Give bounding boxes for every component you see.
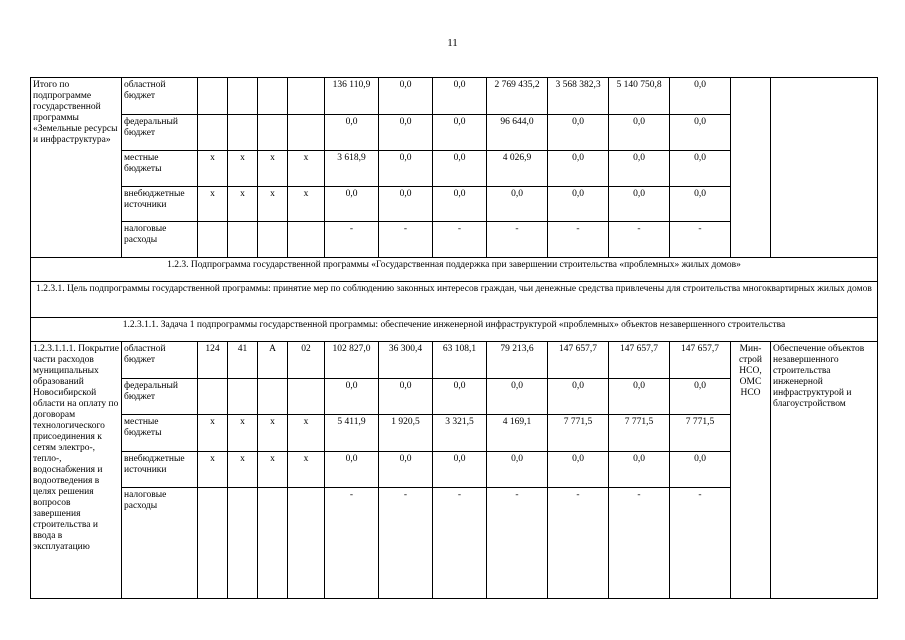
code-cell <box>288 115 325 151</box>
code-cell: 124 <box>198 342 228 379</box>
value-cell: 0,0 <box>433 151 487 187</box>
value-cell: 0,0 <box>325 115 379 151</box>
value-cell: 0,0 <box>379 151 433 187</box>
code-cell: х <box>288 151 325 187</box>
table-row <box>31 342 878 379</box>
block2-result: Обеспечение объектов незавершенного строительства инженерной инфраструктурой и благоустройством <box>771 342 878 599</box>
code-cell: х <box>198 151 228 187</box>
funding-source: налоговые расходы <box>122 222 198 258</box>
value-cell: 7 771,5 <box>548 415 609 452</box>
value-cell: 147 657,7 <box>548 342 609 379</box>
value-cell: - <box>548 488 609 599</box>
value-cell: 0,0 <box>487 379 548 415</box>
value-cell: 0,0 <box>609 115 670 151</box>
value-cell: - <box>670 222 731 258</box>
value-cell: - <box>609 488 670 599</box>
value-cell: 0,0 <box>548 187 609 222</box>
block1-executor <box>731 78 771 258</box>
block1-title: Итого по подпрограмме государственной программы «Земельные ресурсы и инфраструктура» <box>31 78 122 258</box>
value-cell: 102 827,0 <box>325 342 379 379</box>
section-headers <box>31 258 878 342</box>
value-cell: 0,0 <box>325 452 379 488</box>
code-cell: х <box>288 452 325 488</box>
funding-source: областной бюджет <box>122 78 198 115</box>
code-cell <box>228 115 258 151</box>
code-cell: х <box>228 452 258 488</box>
task-header: 1.2.3.1.1. Задача 1 подпрограммы государственной программы: обеспечение инженерной инфраструктурой «проблемных» объектов незавершенного строительства <box>31 318 878 342</box>
code-cell: х <box>258 187 288 222</box>
value-cell: 0,0 <box>487 187 548 222</box>
funding-source: внебюджетные источники <box>122 452 198 488</box>
budget-table <box>30 77 878 599</box>
code-cell <box>198 78 228 115</box>
funding-source: местные бюджеты <box>122 415 198 452</box>
value-cell: 0,0 <box>433 115 487 151</box>
code-cell <box>288 222 325 258</box>
value-cell: - <box>670 488 731 599</box>
funding-source: федеральный бюджет <box>122 379 198 415</box>
code-cell <box>198 488 228 599</box>
code-cell: х <box>198 452 228 488</box>
value-cell: 0,0 <box>379 115 433 151</box>
code-cell: х <box>258 452 288 488</box>
page-number: 11 <box>447 37 458 49</box>
value-cell: 0,0 <box>609 151 670 187</box>
value-cell: - <box>433 222 487 258</box>
value-cell: - <box>609 222 670 258</box>
code-cell: 41 <box>228 342 258 379</box>
value-cell: 0,0 <box>609 452 670 488</box>
code-cell: х <box>288 415 325 452</box>
value-cell: - <box>433 488 487 599</box>
value-cell: 0,0 <box>670 115 731 151</box>
value-cell: 0,0 <box>487 452 548 488</box>
funding-source: федеральный бюджет <box>122 115 198 151</box>
block2-body <box>31 342 878 599</box>
value-cell: - <box>548 222 609 258</box>
value-cell: 36 300,4 <box>379 342 433 379</box>
block1-result <box>771 78 878 258</box>
value-cell: 0,0 <box>433 452 487 488</box>
value-cell: - <box>487 222 548 258</box>
value-cell: 147 657,7 <box>670 342 731 379</box>
value-cell: 4 169,1 <box>487 415 548 452</box>
code-cell <box>228 379 258 415</box>
value-cell: 0,0 <box>670 452 731 488</box>
code-cell <box>258 115 288 151</box>
value-cell: 0,0 <box>325 187 379 222</box>
value-cell: 0,0 <box>379 452 433 488</box>
code-cell <box>258 222 288 258</box>
funding-source: внебюджетные источники <box>122 187 198 222</box>
value-cell: 0,0 <box>379 187 433 222</box>
code-cell <box>288 78 325 115</box>
value-cell: 3 618,9 <box>325 151 379 187</box>
goal-header: 1.2.3.1. Цель подпрограммы государственной программы: принятие мер по соблюдению законных интересов граждан, чьи денежные средства привлечены для строительства многоквартирных жилых домов <box>31 282 878 318</box>
code-cell <box>258 78 288 115</box>
value-cell: 96 644,0 <box>487 115 548 151</box>
code-cell: х <box>258 415 288 452</box>
value-cell: 7 771,5 <box>609 415 670 452</box>
value-cell: 2 769 435,2 <box>487 78 548 115</box>
code-cell: х <box>228 415 258 452</box>
value-cell: 3 568 382,3 <box>548 78 609 115</box>
code-cell: х <box>228 187 258 222</box>
value-cell: 5 411,9 <box>325 415 379 452</box>
code-cell: х <box>228 151 258 187</box>
value-cell: 0,0 <box>670 187 731 222</box>
value-cell: 0,0 <box>548 151 609 187</box>
value-cell: 4 026,9 <box>487 151 548 187</box>
value-cell: - <box>379 222 433 258</box>
value-cell: - <box>325 222 379 258</box>
value-cell: 0,0 <box>548 379 609 415</box>
block2-title: 1.2.3.1.1.1. Покрытие части расходов муниципальных образований Новосибирской области на оплату по договорам технологического присоединения к сетям электро-, тепло-, водоснабжения и водоотведения в целях решения вопросов завершения строительства и ввода в эксплуатацию <box>31 342 122 599</box>
funding-source: местные бюджеты <box>122 151 198 187</box>
value-cell: 136 110,9 <box>325 78 379 115</box>
value-cell: 3 321,5 <box>433 415 487 452</box>
value-cell: 0,0 <box>670 379 731 415</box>
value-cell: 5 140 750,8 <box>609 78 670 115</box>
funding-source: областной бюджет <box>122 342 198 379</box>
value-cell: 0,0 <box>379 379 433 415</box>
code-cell <box>198 115 228 151</box>
code-cell <box>198 379 228 415</box>
code-cell: х <box>258 151 288 187</box>
value-cell: - <box>325 488 379 599</box>
code-cell <box>288 379 325 415</box>
value-cell: 0,0 <box>433 187 487 222</box>
value-cell: 63 108,1 <box>433 342 487 379</box>
code-cell: х <box>198 415 228 452</box>
value-cell: - <box>379 488 433 599</box>
code-cell <box>258 488 288 599</box>
code-cell: х <box>198 187 228 222</box>
value-cell: 0,0 <box>433 78 487 115</box>
value-cell: 0,0 <box>609 187 670 222</box>
code-cell <box>288 488 325 599</box>
value-cell: 79 213,6 <box>487 342 548 379</box>
code-cell <box>198 222 228 258</box>
value-cell: 0,0 <box>670 151 731 187</box>
code-cell: А <box>258 342 288 379</box>
code-cell <box>228 222 258 258</box>
value-cell: 1 920,5 <box>379 415 433 452</box>
value-cell: 0,0 <box>379 78 433 115</box>
block1-body <box>31 78 878 258</box>
code-cell: х <box>288 187 325 222</box>
funding-source: налоговые расходы <box>122 488 198 599</box>
subprogram-header: 1.2.3. Подпрограмма государственной программы «Государственная поддержка при завершении строительства «проблемных» жилых домов» <box>31 258 878 282</box>
value-cell: 0,0 <box>548 115 609 151</box>
value-cell: - <box>487 488 548 599</box>
code-cell <box>228 78 258 115</box>
table-row <box>31 78 878 115</box>
value-cell: 0,0 <box>325 379 379 415</box>
value-cell: 0,0 <box>670 78 731 115</box>
block2-executor: Мин-строй НСО, ОМС НСО <box>731 342 771 599</box>
code-cell <box>258 379 288 415</box>
code-cell <box>228 488 258 599</box>
value-cell: 7 771,5 <box>670 415 731 452</box>
value-cell: 0,0 <box>548 452 609 488</box>
code-cell: 02 <box>288 342 325 379</box>
value-cell: 0,0 <box>433 379 487 415</box>
value-cell: 0,0 <box>609 379 670 415</box>
value-cell: 147 657,7 <box>609 342 670 379</box>
